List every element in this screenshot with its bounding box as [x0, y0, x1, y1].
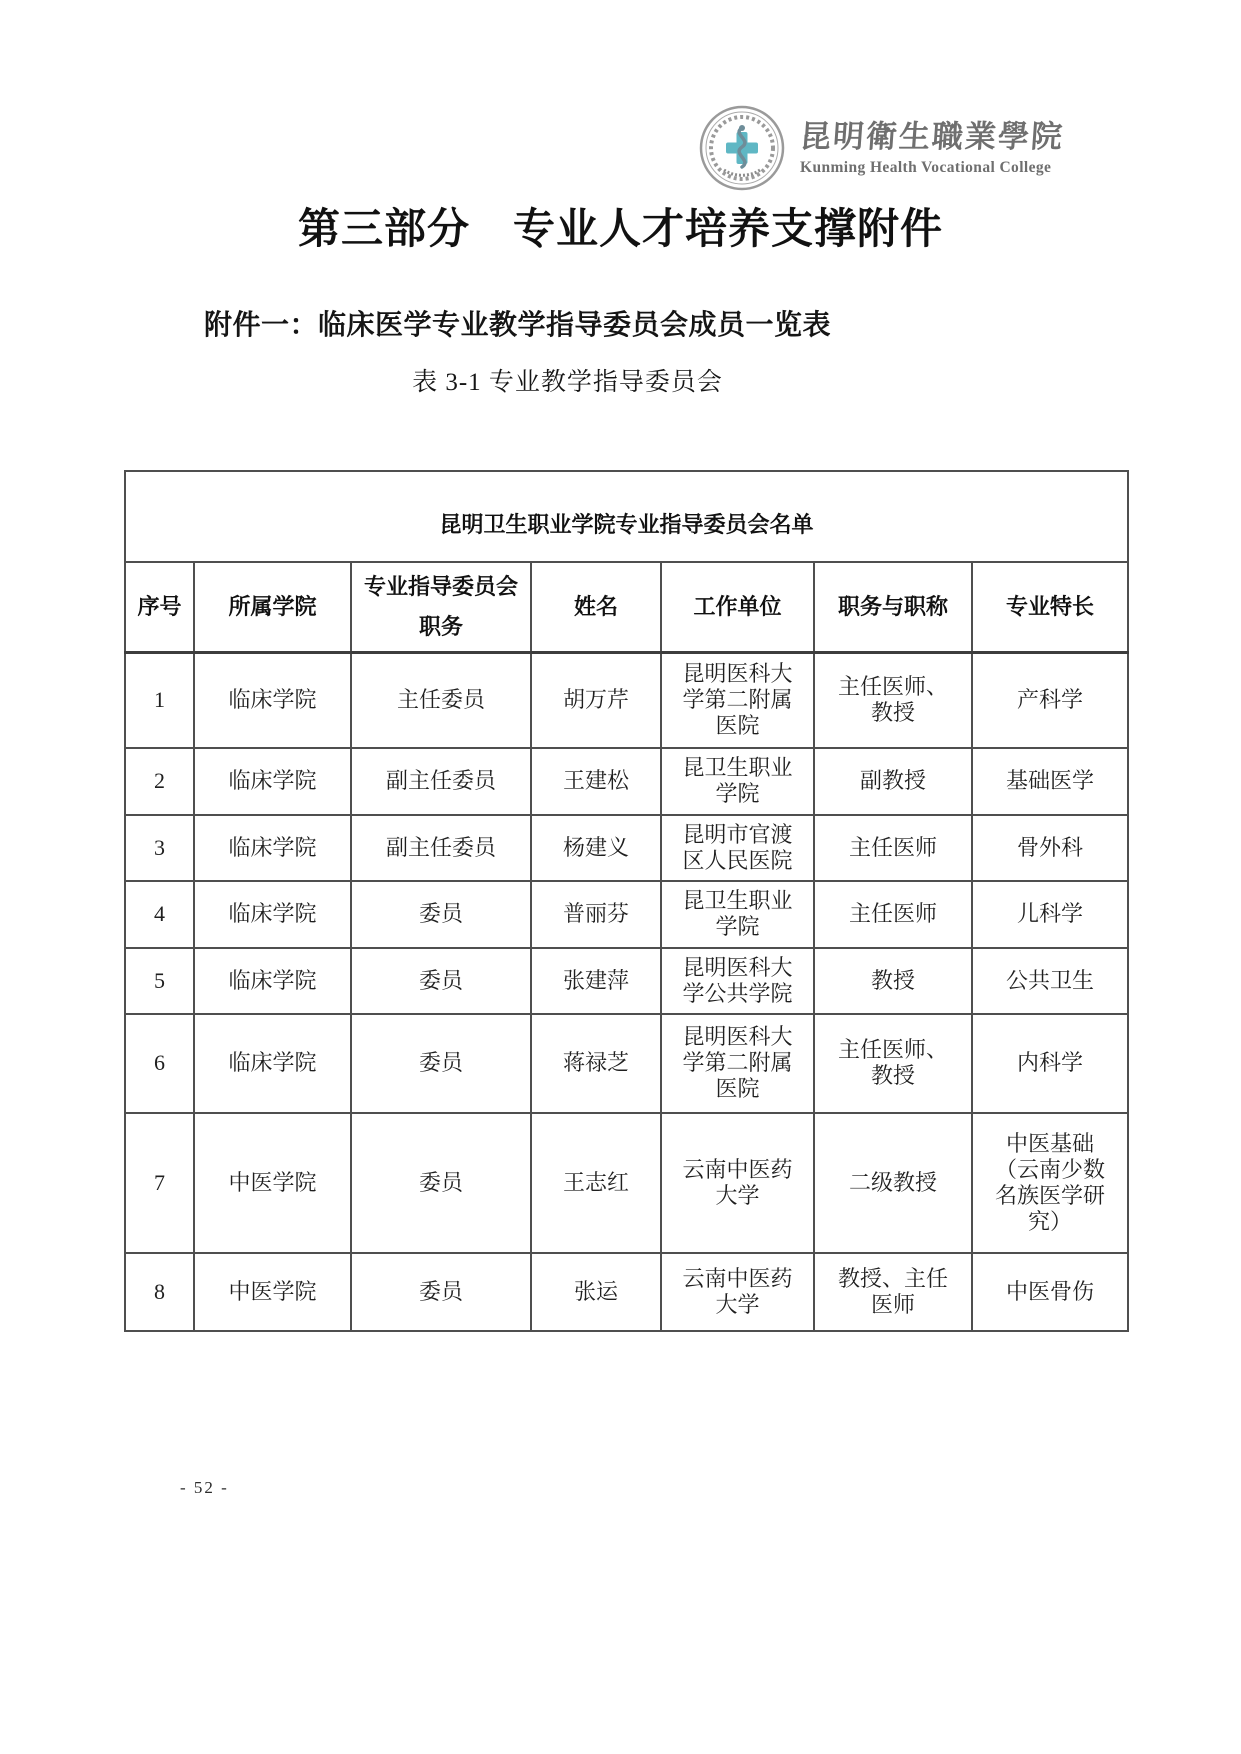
- table-cell: 主任医师: [814, 815, 972, 881]
- table-cell: 8: [125, 1253, 194, 1331]
- table-title: 昆明卫生职业学院专业指导委员会名单: [125, 471, 1128, 562]
- table-cell: 骨外科: [972, 815, 1128, 881]
- table-cell: 临床学院: [194, 653, 351, 748]
- table-body: [125, 653, 1128, 1331]
- table-cell: 委员: [351, 1113, 531, 1253]
- table-row: [125, 1014, 1128, 1113]
- table-cell: 胡万芹: [531, 653, 661, 748]
- column-header: 工作单位: [661, 562, 814, 653]
- table-cell: 6: [125, 1014, 194, 1113]
- table-cell: 3: [125, 815, 194, 881]
- table-cell: 5: [125, 948, 194, 1014]
- table-cell: 临床学院: [194, 948, 351, 1014]
- table-title-row: [125, 471, 1128, 562]
- table-row: [125, 748, 1128, 815]
- table-cell: 教授、主任医师: [814, 1253, 972, 1331]
- table-cell: 张运: [531, 1253, 661, 1331]
- table-cell: 昆明市官渡区人民医院: [661, 815, 814, 881]
- table-cell: 主任医师: [814, 881, 972, 948]
- table-cell: 昆卫生职业学院: [661, 748, 814, 815]
- table-cell: 临床学院: [194, 815, 351, 881]
- college-name-en: Kunming Health Vocational College: [800, 158, 1052, 176]
- table-cell: 主任医师、教授: [814, 1014, 972, 1113]
- table-row: [125, 1253, 1128, 1331]
- table-cell: 公共卫生: [972, 948, 1128, 1014]
- table-cell: 蒋禄芝: [531, 1014, 661, 1113]
- table-cell: 临床学院: [194, 1014, 351, 1113]
- table-cell: 内科学: [972, 1014, 1128, 1113]
- part-title: 第三部分 专业人才培养支撑附件: [297, 207, 943, 253]
- college-seal-icon: [698, 104, 786, 192]
- column-header: 专业指导委员会职务: [351, 562, 531, 653]
- table-cell: 基础医学: [972, 748, 1128, 815]
- table-cell: 昆明医科大学第二附属医院: [661, 653, 814, 748]
- table-row: [125, 653, 1128, 748]
- table-cell: 委员: [351, 881, 531, 948]
- table-cell: 普丽芬: [531, 881, 661, 948]
- college-brand: [698, 104, 1064, 192]
- column-header: 序号: [125, 562, 194, 653]
- committee-table: [124, 470, 1129, 1332]
- table-cell: 委员: [351, 1014, 531, 1113]
- table-cell: 7: [125, 1113, 194, 1253]
- table-cell: 中医学院: [194, 1253, 351, 1331]
- table-cell: 主任医师、教授: [814, 653, 972, 748]
- column-header: 姓名: [531, 562, 661, 653]
- table-cell: 教授: [814, 948, 972, 1014]
- table-cell: 副主任委员: [351, 748, 531, 815]
- table-cell: 二级教授: [814, 1113, 972, 1253]
- college-name-zh: 昆明衛生職業學院: [798, 119, 1066, 155]
- table-cell: 王志红: [531, 1113, 661, 1253]
- table-cell: 1: [125, 653, 194, 748]
- table-row: [125, 881, 1128, 948]
- table-cell: 昆明医科大学公共学院: [661, 948, 814, 1014]
- table-cell: 王建松: [531, 748, 661, 815]
- table-cell: 产科学: [972, 653, 1128, 748]
- table-cell: 中医学院: [194, 1113, 351, 1253]
- table-cell: 昆卫生职业学院: [661, 881, 814, 948]
- table-cell: 2: [125, 748, 194, 815]
- table-cell: 云南中医药大学: [661, 1253, 814, 1331]
- table-cell: 临床学院: [194, 748, 351, 815]
- table-cell: 副主任委员: [351, 815, 531, 881]
- column-header: 专业特长: [972, 562, 1128, 653]
- table-header-row: [125, 562, 1128, 653]
- table-cell: 中医基础（云南少数名族医学研究）: [972, 1113, 1128, 1253]
- table-cell: 张建萍: [531, 948, 661, 1014]
- table-cell: 云南中医药大学: [661, 1113, 814, 1253]
- attachment-title: 附件一：临床医学专业教学指导委员会成员一览表: [204, 309, 832, 340]
- column-header: 职务与职称: [814, 562, 972, 653]
- table-row: [125, 815, 1128, 881]
- table-cell: 委员: [351, 1253, 531, 1331]
- college-name-block: [800, 119, 1064, 176]
- table-caption: 表 3-1 专业教学指导委员会: [412, 369, 723, 396]
- table-cell: 中医骨伤: [972, 1253, 1128, 1331]
- column-header: 所属学院: [194, 562, 351, 653]
- table-row: [125, 948, 1128, 1014]
- table-cell: 临床学院: [194, 881, 351, 948]
- table-cell: 委员: [351, 948, 531, 1014]
- table-cell: 4: [125, 881, 194, 948]
- table-cell: 杨建义: [531, 815, 661, 881]
- table-cell: 昆明医科大学第二附属医院: [661, 1014, 814, 1113]
- page-number: - 52 -: [180, 1478, 229, 1497]
- table-cell: 主任委员: [351, 653, 531, 748]
- table-cell: 儿科学: [972, 881, 1128, 948]
- table-cell: 副教授: [814, 748, 972, 815]
- table-row: [125, 1113, 1128, 1253]
